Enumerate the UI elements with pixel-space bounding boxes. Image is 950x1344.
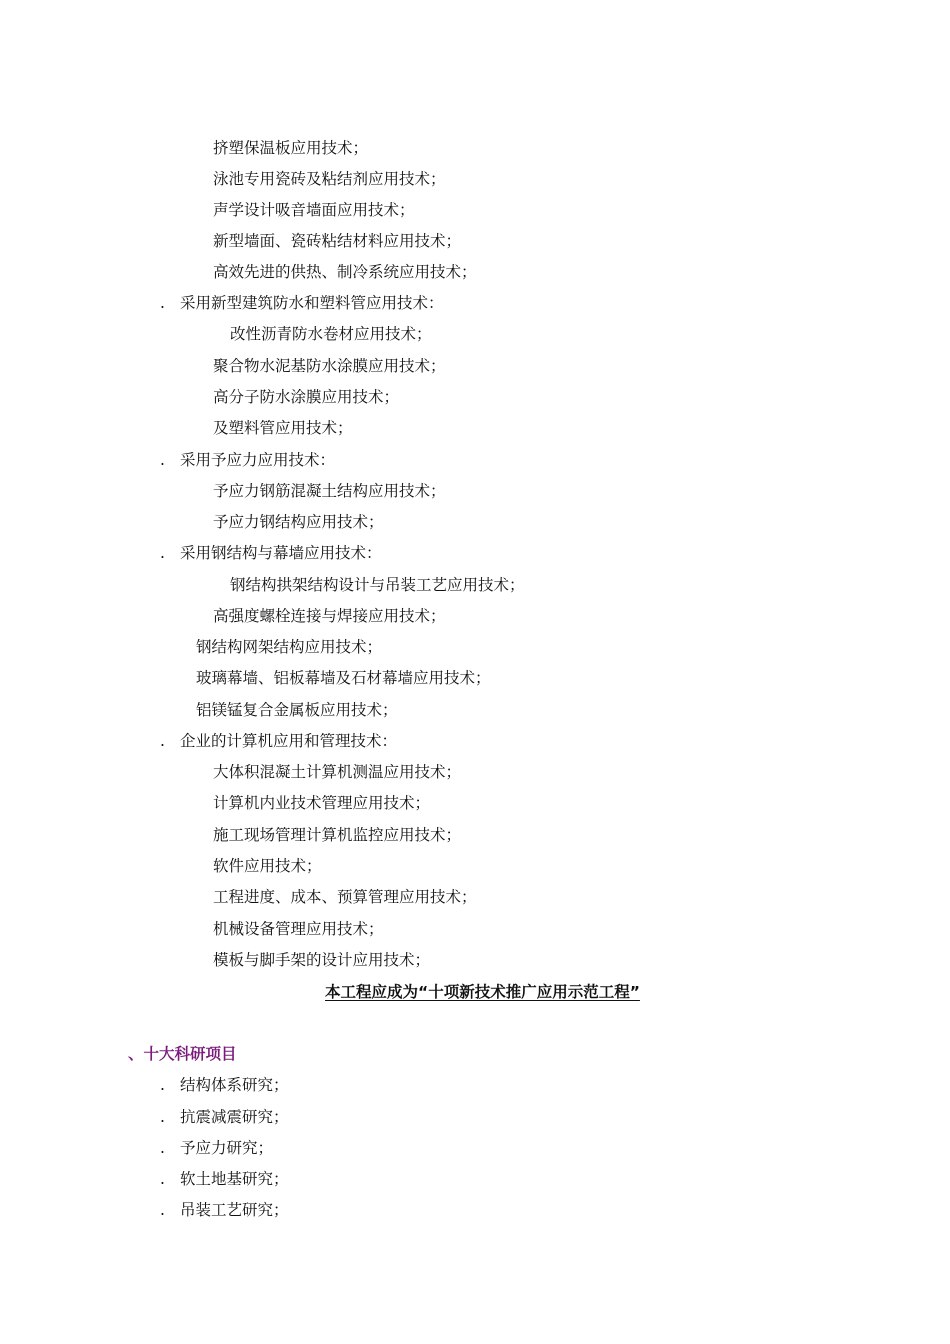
list-item: 玻璃幕墙、铝板幕墙及石材幕墙应用技术； (196, 669, 491, 687)
list-item: 软件应用技术； (213, 857, 322, 875)
list-bullet: . (160, 1108, 165, 1126)
group-title-computer: 企业的计算机应用和管理技术： (180, 732, 398, 750)
list-item: 及塑料管应用技术； (213, 419, 353, 437)
research-item: 软土地基研究； (180, 1170, 289, 1188)
group-title-prestress: 采用予应力应用技术： (180, 451, 336, 469)
list-item: 铝镁锰复合金属板应用技术； (196, 701, 398, 719)
list-bullet: . (160, 1076, 165, 1094)
list-item: 模板与脚手架的设计应用技术； (213, 951, 431, 969)
research-item: 结构体系研究； (180, 1076, 289, 1094)
list-item: 高分子防水涂膜应用技术； (213, 388, 400, 406)
list-item: 高强度螺栓连接与焊接应用技术； (213, 607, 446, 625)
list-item: 声学设计吸音墙面应用技术； (213, 201, 415, 219)
list-bullet: . (160, 732, 165, 750)
research-item: 抗震减震研究； (180, 1108, 289, 1126)
list-item: 新型墙面、瓷砖粘结材料应用技术； (213, 232, 462, 250)
list-bullet: . (160, 1201, 165, 1219)
list-item: 聚合物水泥基防水涂膜应用技术； (213, 357, 446, 375)
demo-project-title: 本工程应成为“十项新技术推广应用示范工程” (325, 983, 640, 1001)
list-item: 予应力钢筋混凝土结构应用技术； (213, 482, 446, 500)
list-item: 改性沥青防水卷材应用技术； (230, 325, 432, 343)
list-item: 钢结构网架结构应用技术； (196, 638, 383, 656)
research-item: 予应力研究； (180, 1139, 274, 1157)
list-item: 工程进度、成本、预算管理应用技术； (213, 888, 477, 906)
list-item: 钢结构拱架结构设计与吊装工艺应用技术； (230, 576, 525, 594)
section-heading: 、十大科研项目 (128, 1045, 237, 1063)
list-bullet: . (160, 1170, 165, 1188)
list-item: 机械设备管理应用技术； (213, 920, 384, 938)
list-item: 大体积混凝土计算机测温应用技术； (213, 763, 462, 781)
group-title-waterproof: 采用新型建筑防水和塑料管应用技术： (180, 294, 444, 312)
list-item: 泳池专用瓷砖及粘结剂应用技术； (213, 170, 446, 188)
list-item: 挤塑保温板应用技术； (213, 139, 369, 157)
list-item: 计算机内业技术管理应用技术； (213, 794, 431, 812)
list-bullet: . (160, 544, 165, 562)
research-item: 吊装工艺研究； (180, 1201, 289, 1219)
group-title-steel: 采用钢结构与幕墙应用技术： (180, 544, 382, 562)
list-item: 予应力钢结构应用技术； (213, 513, 384, 531)
list-bullet: . (160, 294, 165, 312)
list-item: 高效先进的供热、制冷系统应用技术； (213, 263, 477, 281)
list-item: 施工现场管理计算机监控应用技术； (213, 826, 462, 844)
list-bullet: . (160, 451, 165, 469)
list-bullet: . (160, 1139, 165, 1157)
